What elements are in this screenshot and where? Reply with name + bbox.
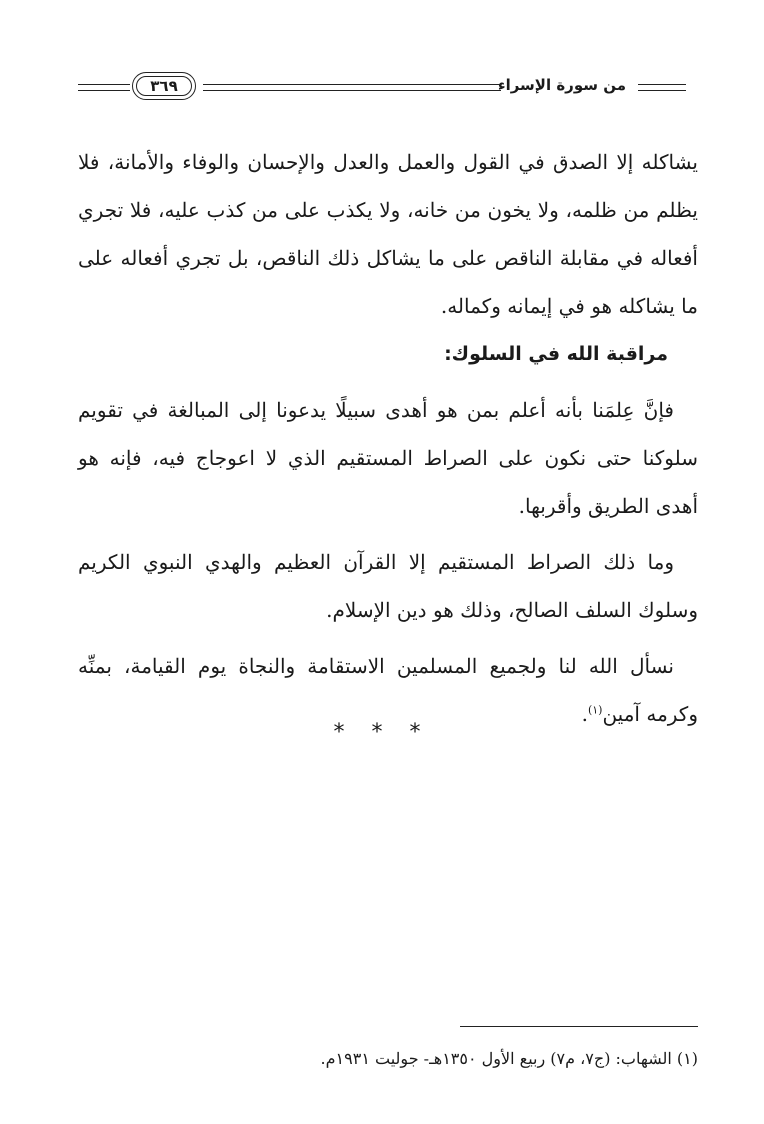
paragraph-4-text: نسأل الله لنا ولجميع المسلمين الاستقامة والنجاة يوم القيامة، بمنِّه وكرمه آمين — [78, 654, 698, 726]
paragraph-2: فإنَّ عِلمَنا بأنه أعلم بمن هو أهدى سبيلًا يدعونا إلى المبالغة في تقويم سلوكنا حتى نكون على الصراط المستقيم الذي لا اعوجاج فيه، فإنه هو أهدى الطريق وأقربها. — [78, 398, 698, 518]
page-header — [78, 70, 686, 106]
footnote: (١) الشهاب: (ج٧، م٧) ربيع الأول ١٣٥٠هـ- جوليت ١٩٣١م. — [320, 1049, 698, 1068]
paragraph-4-end: . — [581, 702, 588, 726]
footnote-reference: (١) — [587, 703, 603, 717]
header-rule-middle — [203, 84, 501, 91]
page-number: ٣٦٩ — [150, 77, 178, 95]
page-body — [78, 138, 698, 738]
chapter-title: من سورة الإسراء — [497, 76, 626, 94]
header-rule-right — [638, 84, 686, 91]
section-separator: * * * — [333, 720, 431, 745]
paragraph-1: يشاكله إلا الصدق في القول والعمل والعدل والإحسان والوفاء والأمانة، فلا يظلم من ظلمه، ولا يخون من خانه، ولا يكذب على من كذب عليه، فلا تجري أفعاله في مقابلة الناقص على ما يشاكل ذلك الناقص، بل تجري أفعاله على ما يشاكله هو في إيمانه وكماله. — [78, 150, 698, 318]
header-rule-left — [78, 84, 130, 91]
page-number-badge — [132, 72, 196, 100]
section-heading: مراقبة الله في السلوك: — [444, 343, 668, 365]
paragraph-3: وما ذلك الصراط المستقيم إلا القرآن العظيم والهدي النبوي الكريم وسلوك السلف الصالح، وذلك هو دين الإسلام. — [78, 550, 698, 622]
footnote-rule — [460, 1026, 698, 1027]
